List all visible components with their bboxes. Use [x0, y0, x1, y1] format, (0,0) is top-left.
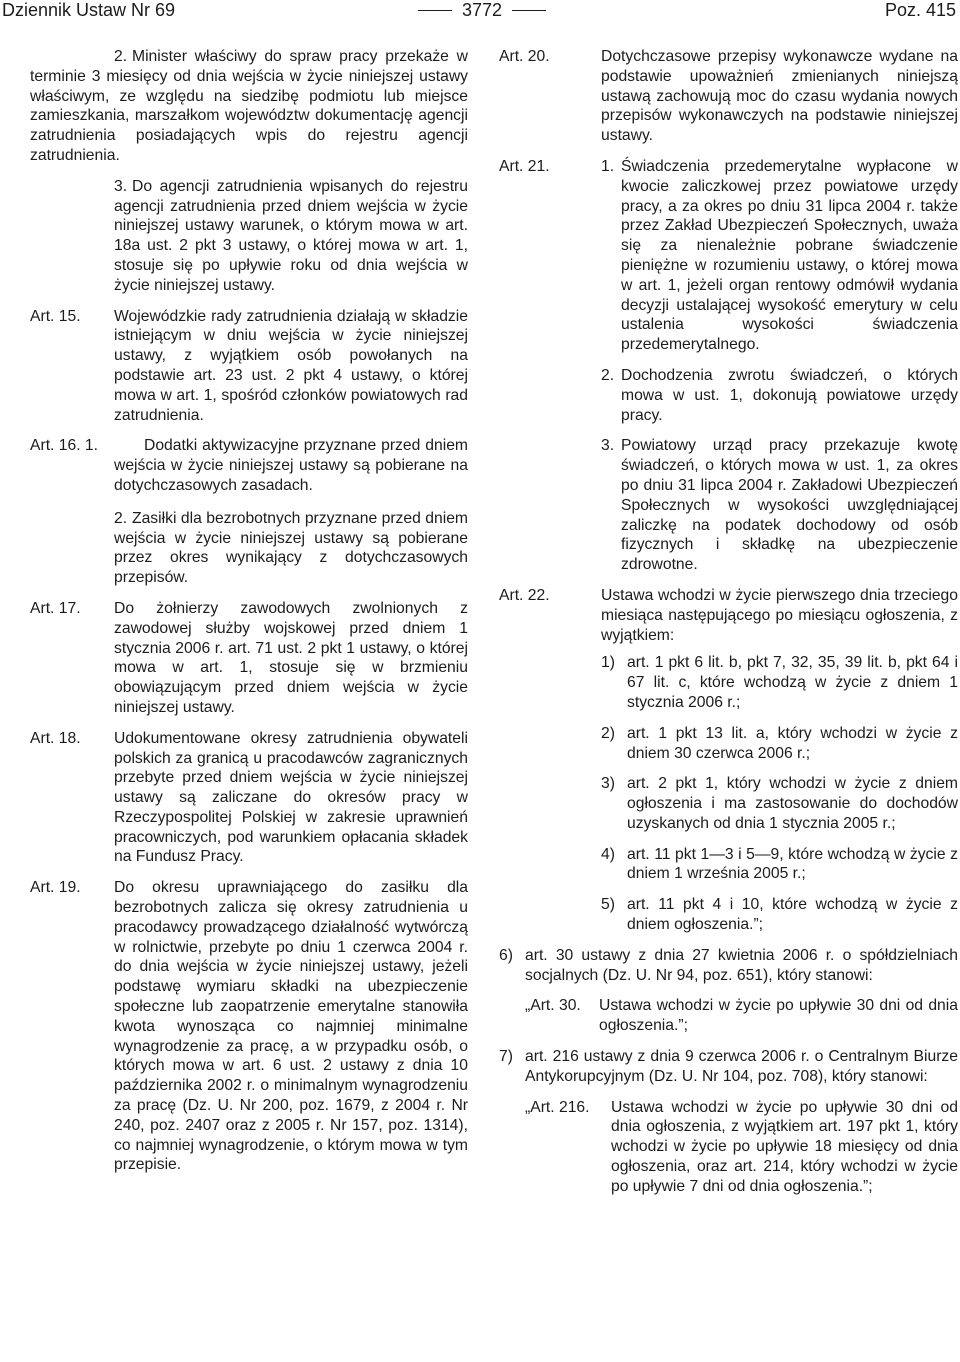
quoted-article-text: Ustawa wchodzi w życie po upływie 30 dni od dnia ogłoszenia, z wyjątkiem art. 197 pkt 1, który wchodzi w życie po upływie 18 miesięcy od dnia ogłoszenia, oraz art. 214, który wchodzi w życie po upływie 7 dni od dnia ogłoszenia.”; [611, 1098, 958, 1195]
paragraph-text: Powiatowy urząd pracy przekazuje kwotę świadczeń, o których mowa w ust. 1, za okres po dniu 31 lipca 2004 r. Zakładowi Ubezpieczeń Społecznych w wysokości uwzględniającej zaliczkę na podatek dochodowy od osób fizycznych i składkę na ubezpieczenie zdrowotne. [621, 437, 958, 574]
page-number-value: 3772 [461, 0, 503, 20]
article-text: Do okresu uprawniającego do zasiłku dla bezrobotnych zalicza się okresy zatrudnienia u pracodawcy prowadzącego działalność wytwórczą w rolnictwie, przebyte po dniu 1 czerwca 2004 r. do dnia wejścia w życie niniejszej ustawy, jeżeli podstawę wymiaru składki na ubezpieczenie społeczne lub zaopatrzenie emerytalne stanowiła kwota wynosząca co najmniej minimalne wynagrodzenie za pracę, a w przypadku osób, o których mowa w art. 6 ust. 2 ustawy z dnia 10 października 2002 r. o minimalnym wynagrodzeniu za pracę (Dz. U. Nr 200, poz. 1679, z 2004 r. Nr 240, poz. 2407 oraz z 2005 r. Nr 157, poz. 1314), co najmniej wynagrodzenie, o którym mowa w tym przepisie. [114, 879, 468, 1174]
paragraph-text: Dochodzenia zwrotu świadczeń, o których mowa w ust. 1, dokonują powiatowe urzędy pracy. [621, 366, 958, 424]
article-text: Wojewódzkie rady zatrudnienia działają w składzie istniejącym w dniu wejścia w życie niniejszej ustawy, z wyjątkiem osób powołanych na podstawie art. 23 ust. 2 pkt 4 ustawy, o której mowa w art. 1, spośród członków powiatowych rad zatrudnienia. [114, 307, 468, 424]
article-21-paragraph-3 [499, 436, 958, 575]
article-text: Ustawa wchodzi w życie pierwszego dnia trzeciego miesiąca następującego po miesiącu ogłoszenia, z wyjątkiem: [601, 586, 958, 644]
paragraph-label: 3. [114, 177, 128, 195]
article-22 [499, 586, 958, 645]
list-item-text: art. 2 pkt 1, który wchodzi w życie z dniem ogłoszenia i ma zastosowanie do dochodów uzyskanych od dnia 1 stycznia 2005 r.; [627, 775, 958, 832]
article-label: Art. 19. [30, 879, 81, 897]
position-number: Poz. 415 [884, 0, 956, 20]
list-item-label: 2) [601, 724, 615, 742]
list-item-label: 6) [499, 946, 513, 964]
list-item-text: art. 1 pkt 6 lit. b, pkt 7, 32, 35, 39 lit. b, pkt 64 i 67 lit. c, które wchodzą w życie z dniem 1 stycznia 2006 r.; [627, 654, 958, 711]
list-item [499, 653, 958, 712]
article-number: 1. [601, 157, 615, 175]
list-item-label: 1) [601, 654, 615, 672]
list-item [499, 845, 958, 885]
article-text: Do żołnierzy zawodowych zwolnionych z zawodowej służby wojskowej przed dniem 1 stycznia 2006 r. art. 71 ust. 2 pkt 1 ustawy, o której mowa w art. 1, stosuje się w brzmieniu obowiązującym przed dniem wejścia w życie niniejszej ustawy. [114, 599, 468, 716]
article-17 [30, 599, 468, 718]
quoted-article-text: Ustawa wchodzi w życie po upływie 30 dni od dnia ogłoszenia.”; [599, 997, 958, 1035]
list-item-label: 4) [601, 845, 615, 863]
list-item [499, 895, 958, 935]
paragraph-text: Minister właściwy do spraw pracy przekaże w terminie 3 miesięcy od dnia wejścia w życie niniejszej ustawy właściwym, ze względu na siedzibę podmiotu lub miejsce zamieszkania, marszałkom województw dokumentację agencji zatrudnienia posiadających wpis do rejestru agencji zatrudnienia. [30, 48, 468, 164]
article-20 [499, 47, 958, 146]
article-16-paragraph-2 [30, 509, 468, 588]
page-number [402, 1, 562, 19]
left-column [30, 47, 468, 1175]
right-column [499, 47, 958, 1197]
paragraph-label: 2. [601, 366, 615, 384]
paragraph-3 [30, 177, 468, 296]
list-item [499, 1047, 958, 1087]
paragraph-label: 3. [601, 437, 615, 455]
article-label: Art. 21. [499, 157, 550, 175]
article-label: Art. 15. [30, 307, 81, 325]
article-19 [30, 878, 468, 1175]
article-text: Świadczenia przedemerytalne wypłacone w kwocie zaliczkowej przez powiatowe urzędy pracy, a za okres po dniu 31 lipca 2004 r. także przez Zakład Ubezpieczeń Społecznych, uważa się za nienależnie pobrane świadczenie pieniężne w rozumieniu ustawy, o której mowa w art. 1, jeżeli organ rentowy odmówił wydania decyzji ustalającej wysokość emerytury w celu ustalenia wysokości świadczenia przedemerytalnego. [621, 157, 958, 354]
paragraph-text: Zasiłki dla bezrobotnych przyznane przed dniem wejścia w życie niniejszej ustawy są pobierane przez okres wynikający z dotychczasowych przepisów. [114, 509, 468, 587]
paragraph-2 [30, 47, 468, 166]
article-label: Art. 20. [499, 48, 550, 65]
quoted-article [499, 996, 958, 1036]
list-item [499, 774, 958, 833]
article-18 [30, 729, 468, 868]
article-label: Art. 17. [30, 599, 81, 617]
quoted-article-label: „Art. 216. [525, 1098, 590, 1116]
article-15 [30, 307, 468, 426]
list-item-text: art. 216 ustawy z dnia 9 czerwca 2006 r. o Centralnym Biurze Antykorupcyjnym (Dz. U. Nr 104, poz. 708), który stanowi: [525, 1048, 958, 1085]
article-text: Dotychczasowe przepisy wykonawcze wydane na podstawie upoważnień zmienianych niniejszą ustawą zachowują moc do czasu wydania nowych przepisów wykonawczych na podstawie niniejszej ustawy. [601, 48, 958, 145]
list-item [499, 724, 958, 764]
paragraph-label: 2. [114, 509, 128, 527]
article-21-paragraph-2 [499, 366, 958, 425]
list-item-text: art. 11 pkt 4 i 10, które wchodzą w życie z dniem ogłoszenia.”; [627, 896, 958, 934]
article-text: Udokumentowane okresy zatrudnienia obywateli polskich za granicą u pracodawców zagranicznych przebyte przed dniem wejścia w życie niniejszej ustawy są zaliczane do okresów pracy w Rzeczypospolitej Polskiej w zakresie uprawnień pracowniczych, pod warunkiem opłacania składek na Fundusz Pracy. [114, 729, 468, 866]
article-text: Dodatki aktywizacyjne przyznane przed dniem wejścia w życie niniejszej ustawy są pobierane na dotychczasowych zasadach. [114, 437, 468, 494]
list-item-label: 3) [601, 775, 615, 793]
paragraph-label: 2. [114, 48, 128, 65]
list-item-label: 5) [601, 896, 615, 914]
quoted-article [499, 1098, 958, 1197]
list-item-text: art. 30 ustawy z dnia 27 kwietnia 2006 r. o spółdzielniach socjalnych (Dz. U. Nr 94, poz. 651), który stanowi: [525, 946, 958, 984]
list-item-text: art. 11 pkt 1—3 i 5—9, które wchodzą w życie z dniem 1 września 2005 r.; [627, 845, 958, 883]
journal-title: Dziennik Ustaw Nr 69 [2, 0, 176, 20]
dash-right [512, 10, 546, 11]
dash-left [418, 10, 452, 11]
article-label: Art. 18. [30, 729, 81, 747]
article-label: Art. 22. [499, 586, 550, 604]
list-item-text: art. 1 pkt 13 lit. a, który wchodzi w życie z dniem 30 czerwca 2006 r.; [627, 724, 958, 762]
quoted-article-label: „Art. 30. [525, 997, 581, 1015]
list-item [499, 946, 958, 986]
article-16 [30, 436, 468, 495]
article-label: Art. 16. 1. [30, 437, 99, 455]
paragraph-text: Do agencji zatrudnienia wpisanych do rejestru agencji zatrudnienia przed dniem wejścia w życie niniejszej ustawy warunek, o którym mowa w art. 18a ust. 2 pkt 3 ustawy, o której mowa w art. 1, stosuje się po upływie roku od dnia wejścia w życie niniejszej ustawy. [114, 177, 468, 294]
page-header [2, 0, 956, 31]
article-21 [499, 157, 958, 355]
list-item-label: 7) [499, 1048, 513, 1066]
